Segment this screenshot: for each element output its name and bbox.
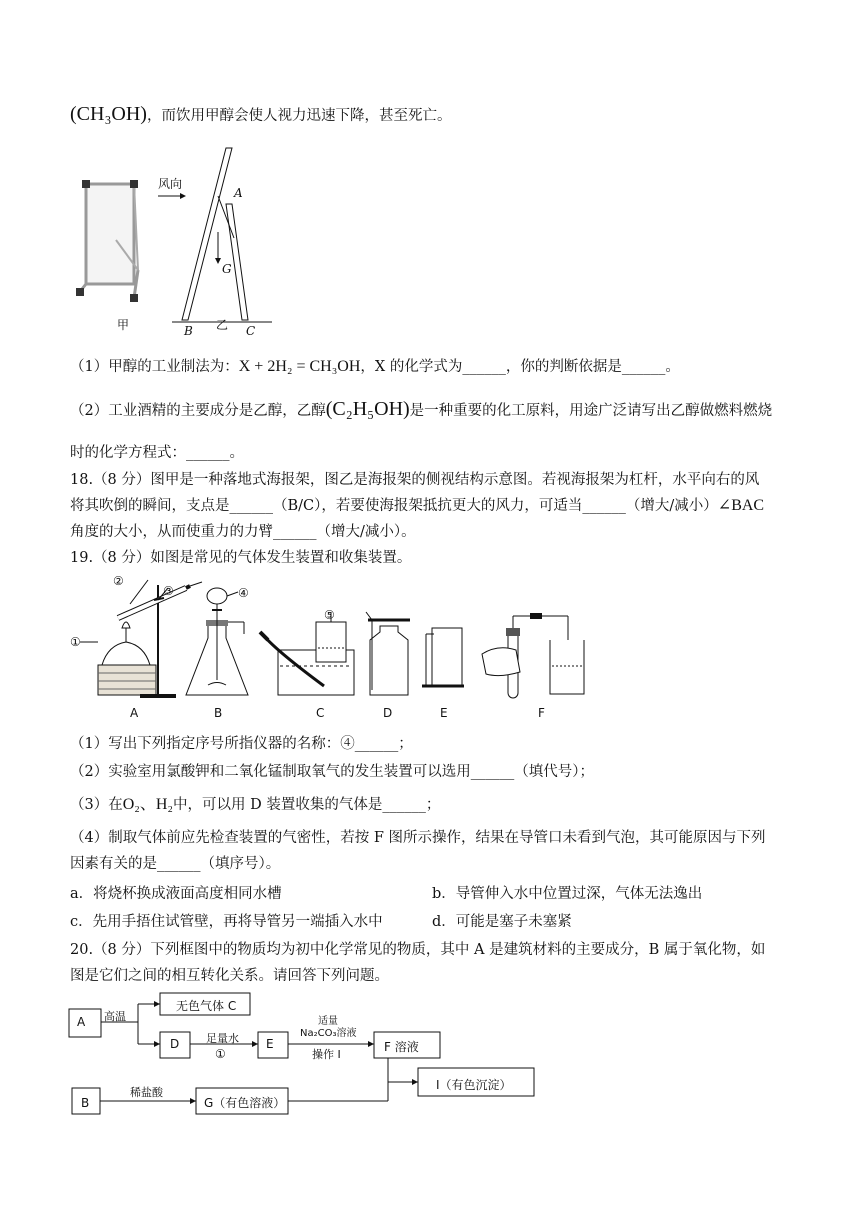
q19-part4-line1: （4）制取气体前应先检查装置的气密性，若按 F 图所示操作，结果在导管口未看到气泡，其可能原因与下列 <box>70 830 766 846</box>
option-a: a．将烧杯换成液面高度相同水槽 <box>70 886 282 902</box>
flow-label-xiyansuan: 稀盐酸 <box>130 1086 163 1099</box>
wind-label: 风向 <box>158 177 183 191</box>
flow-label-zuliangshui: 足量水 <box>206 1032 239 1045</box>
flow-box-i: I（有色沉淀） <box>436 1078 512 1092</box>
flow-box-f: F 溶液 <box>384 1040 419 1054</box>
flow-label-shiliang: 适量 <box>318 1016 338 1027</box>
apparatus-label-b: B <box>214 706 223 720</box>
top-line <box>70 103 451 126</box>
point-b-label: B <box>184 324 193 338</box>
option-d: d．可能是塞子未塞紧 <box>432 914 572 930</box>
option-b: b．导管伸入水中位置过深，气体无法逸出 <box>432 886 703 902</box>
flow-label-na2co3: Na₂CO₃溶液 <box>300 1028 357 1039</box>
q17-part2: （2）工业酒精的主要成分是乙醇，乙醇(C₂H₅OH)是一种重要的化工原料，用途广泛请写出乙醇做燃料燃烧 <box>70 398 773 420</box>
flow-label-gaowen: 高温 <box>104 1010 126 1023</box>
q20-line2: 图是它们之间的相互转化关系。请回答下列问题。 <box>70 968 389 984</box>
q20-line1: 20.（8 分）下列框图中的物质均为初中化学常见的物质，其中 A 是建筑材料的主要成分，B 属于氧化物，如 <box>70 942 766 958</box>
figure-yi-label: 乙 <box>216 318 229 332</box>
flow-box-b: B <box>81 1096 90 1110</box>
q19-part3: （3）在O₂、H₂中，可以用 D 装置收集的气体是______； <box>70 796 441 813</box>
q17-part1: （1）甲醇的工业制法为：X + 2H₂ = CH₃OH，X 的化学式为______，你的判断依据是______。 <box>70 358 680 375</box>
angle-bac: ∠BAC <box>717 497 765 514</box>
apparatus-b <box>186 588 248 695</box>
apparatus-d <box>366 612 410 695</box>
q18-line2: 将其吹倒的瞬间，支点是______（B/C），若要使海报架抵抗更大的风力，可适当______（增大/减小）∠BAC <box>70 497 765 514</box>
circled-1: ① <box>70 635 81 649</box>
circled-5: ⑤ <box>324 608 335 622</box>
apparatus-f <box>482 613 584 698</box>
circled-2: ② <box>113 574 124 588</box>
flow-box-g: G（有色溶液） <box>204 1096 286 1110</box>
option-c: c．先用手捂住试管壁，再将导管另一端插入水中 <box>70 914 383 930</box>
poster-stand-figure <box>72 170 302 330</box>
poster-stand-jia <box>76 180 138 302</box>
flow-box-c: 无色气体 C <box>176 999 237 1013</box>
point-g-label: G <box>222 262 232 276</box>
point-a-label: A <box>234 186 243 200</box>
q19-title: 19.（8 分）如图是常见的气体发生装置和收集装置。 <box>70 550 412 566</box>
q19-part4-line2: 因素有关的是______（填序号）。 <box>70 856 281 872</box>
q17-part2-line2: 时的化学方程式：______。 <box>70 445 244 461</box>
apparatus-label-f: F <box>538 706 545 720</box>
flow-box-a: A <box>77 1015 86 1029</box>
ethanol-formula: (C₂H₅OH) <box>325 398 410 420</box>
flow-label-step1: ① <box>215 1047 226 1061</box>
methanol-formula: (CH₃OH) <box>70 103 147 125</box>
gas-formulas: O₂、H₂ <box>122 796 174 813</box>
gas-apparatus-figure <box>68 570 588 730</box>
apparatus-e <box>422 628 464 686</box>
top-text: ，而饮用甲醇会使人视力迅速下降，甚至死亡。 <box>146 108 452 124</box>
figure-jia-label: 甲 <box>117 318 130 332</box>
apparatus-label-a: A <box>130 706 139 720</box>
apparatus-a <box>80 580 202 698</box>
flow-box-e: E <box>266 1037 274 1051</box>
q19-part2: （2）实验室用氯酸钾和二氧化锰制取氧气的发生装置可以选用______（填代号）； <box>70 764 594 780</box>
q18-line1: 18.（8 分）图甲是一种落地式海报架，图乙是海报架的侧视结构示意图。若视海报架为杠杆，水平向右的风 <box>70 472 760 488</box>
apparatus-c <box>260 612 354 695</box>
flow-box-d: D <box>170 1037 180 1051</box>
apparatus-label-d: D <box>383 706 393 720</box>
q18-line3: 角度的大小，从而使重力的力臂______（增大/减小）。 <box>70 524 416 540</box>
q17-equation: X + 2H₂ = CH₃OH <box>238 358 361 375</box>
circled-4: ④ <box>238 586 249 600</box>
flow-label-caozuo: 操作 I <box>312 1048 341 1061</box>
q19-part1: （1）写出下列指定序号所指仪器的名称：④______； <box>70 736 413 752</box>
circled-3: ③ <box>163 584 174 598</box>
apparatus-label-e: E <box>440 706 448 720</box>
point-c-label: C <box>246 324 256 338</box>
apparatus-label-c: C <box>316 706 325 720</box>
